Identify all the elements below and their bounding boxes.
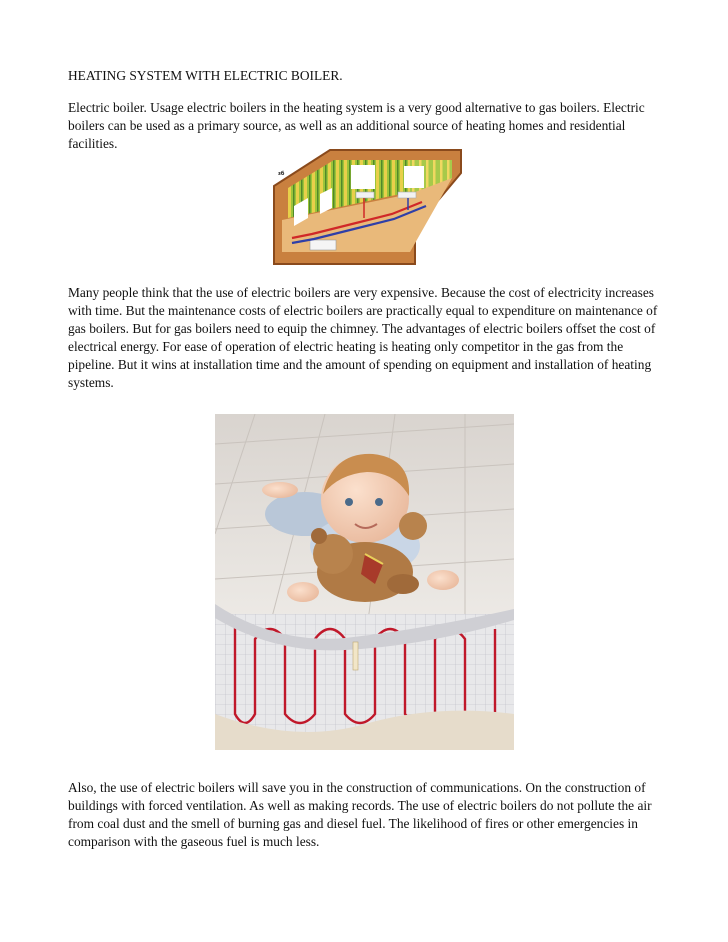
house-cutaway-drawing [272,148,463,265]
paragraph-benefits: Also, the use of electric boilers will save you in the construction of communications. On the construction of buildings with forced ventilation. As well as making records. The use of electric boilers do not pollute the air from coal dust and the smell of burning gas and diesel fuel. The likelihood of fires or other emergencies in comparison with the gaseous fuel is much less. [68,780,652,849]
paragraph-cost: Many people think that the use of electric boilers are very expensive. Because the cost of electricity increases with time. But the maintenance costs of electric boilers are practically equal to expenditure on maintenance of gas boilers. But for gas boilers need to equip the chimney. The advantages of electric boilers offset the cost of electrical energy. For ease of operation of electric heating is heating only competitor in the gas from the pipeline. But it wins at installation time and the amount of spending on equipment and installation of heating systems. [68,285,658,390]
house-heating-illustration [272,148,463,265]
page-title: HEATING SYSTEM WITH ELECTRIC BOILER. [68,68,343,83]
underfloor-heating-photo [215,414,514,750]
child-on-heated-floor-illustration [215,414,514,750]
house-label: зб [278,171,285,177]
paragraph-intro: Electric boiler. Usage electric boilers in the heating system is a very good alternative to gas boilers. Electric boilers can be used as a primary source, as well as an additional source of heating homes and residential facilities. [68,100,645,151]
